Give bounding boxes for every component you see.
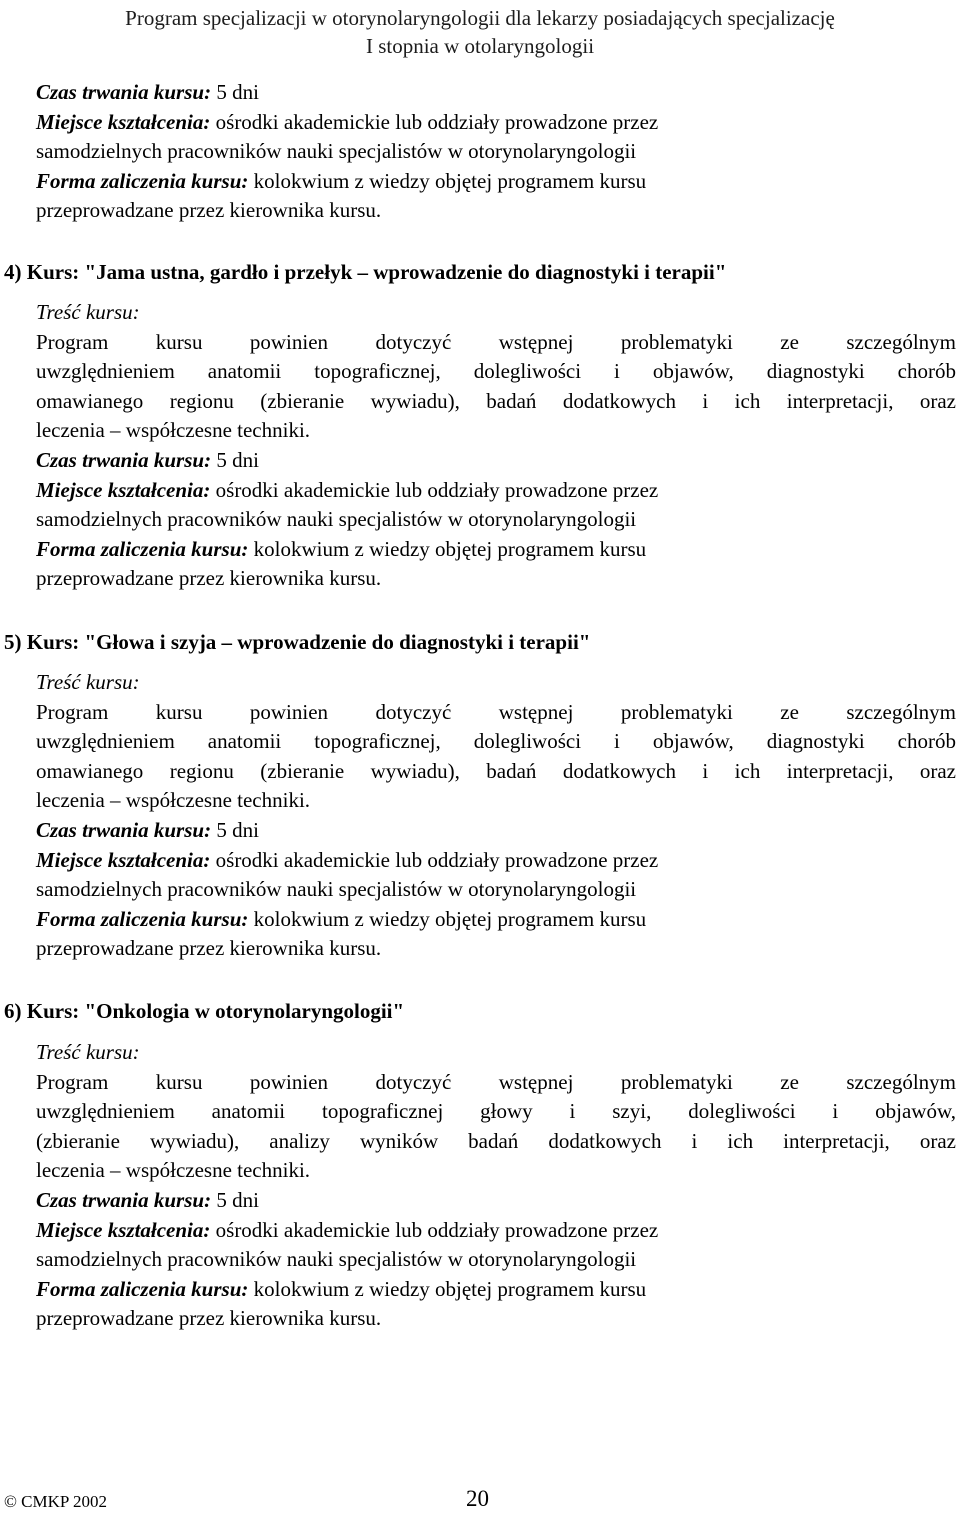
form-value: kolokwium z wiedzy objętej programem kursu: [248, 906, 647, 931]
place-line: [36, 108, 956, 138]
duration-line: [36, 78, 956, 108]
content-line: leczenia – współczesne techniki.: [36, 788, 311, 813]
duration-value: 5 dni: [211, 447, 259, 472]
place-line-2: samodzielnych pracowników nauki specjalistów w otorynolaryngologii: [36, 1247, 637, 1272]
course-title: 4) Kurs: "Jama ustna, gardło i przełyk – wprowadzenie do diagnostyki i terapii": [4, 260, 727, 284]
place-value: ośrodki akademickie lub oddziały prowadzone przez: [210, 477, 659, 502]
place-label: Miejsce kształcenia:: [36, 847, 211, 872]
content-line: uwzględnieniem anatomii topograficznej głowy i szyi, dolegliwości i objawów,: [36, 1099, 956, 1124]
form-label: Forma zaliczenia kursu:: [36, 168, 249, 193]
form-label: Forma zaliczenia kursu:: [36, 906, 249, 931]
course-block: [36, 1038, 956, 1334]
place-line: [36, 476, 956, 506]
content-line: uwzględnieniem anatomii topograficznej, dolegliwości i objawów, diagnostyki chorób: [36, 359, 956, 384]
form-label: Forma zaliczenia kursu:: [36, 536, 249, 561]
top-block: [36, 78, 956, 226]
content-line: leczenia – współczesne techniki.: [36, 418, 311, 443]
duration-value: 5 dni: [211, 1187, 259, 1212]
page-number: 20: [466, 1486, 489, 1511]
form-value: kolokwium z wiedzy objętej programem kursu: [248, 1276, 647, 1301]
content-line: Program kursu powinien dotyczyć wstępnej problematyki ze szczególnym: [36, 699, 956, 724]
form-line: [36, 167, 956, 197]
content-line: Program kursu powinien dotyczyć wstępnej problematyki ze szczególnym: [36, 329, 956, 354]
form-line-2: przeprowadzane przez kierownika kursu.: [36, 936, 382, 961]
header-line-1: Program specjalizacji w otorynolaryngologii dla lekarzy posiadających specjalizację: [125, 6, 835, 30]
duration-label: Czas trwania kursu:: [36, 817, 212, 842]
content-label: Treść kursu:: [36, 1040, 140, 1064]
form-line-2: przeprowadzane przez kierownika kursu.: [36, 198, 382, 223]
course-block: [36, 668, 956, 964]
content-line: uwzględnieniem anatomii topograficznej, dolegliwości i objawów, diagnostyki chorób: [36, 729, 956, 754]
form-line: [36, 905, 956, 935]
place-line: [36, 1216, 956, 1246]
content-line: omawianego regionu (zbieranie wywiadu), badań dodatkowych i ich interpretacji, oraz: [36, 758, 956, 783]
place-line-2: samodzielnych pracowników nauki specjalistów w otorynolaryngologii: [36, 877, 637, 902]
place-label: Miejsce kształcenia:: [36, 477, 211, 502]
duration-line: [36, 816, 956, 846]
duration-value: 5 dni: [211, 80, 259, 104]
form-value: kolokwium z wiedzy objętej programem kursu: [248, 168, 647, 193]
course-title: 6) Kurs: "Onkologia w otorynolaryngologii": [4, 999, 405, 1023]
place-line-2: samodzielnych pracowników nauki specjalistów w otorynolaryngologii: [36, 507, 637, 532]
duration-label: Czas trwania kursu:: [36, 80, 212, 104]
form-line-2: przeprowadzane przez kierownika kursu.: [36, 566, 382, 591]
place-value: ośrodki akademickie lub oddziały prowadzone przez: [210, 1217, 659, 1242]
content-line: Program kursu powinien dotyczyć wstępnej problematyki ze szczególnym: [36, 1069, 956, 1094]
page-header: [0, 4, 960, 60]
duration-line: [36, 1186, 956, 1216]
content-line: (zbieranie wywiadu), analizy wyników badań dodatkowych i ich interpretacji, oraz: [36, 1128, 956, 1153]
content-label: Treść kursu:: [36, 670, 140, 694]
duration-value: 5 dni: [211, 817, 259, 842]
form-value: kolokwium z wiedzy objętej programem kursu: [248, 536, 647, 561]
place-line: [36, 846, 956, 876]
content-line: leczenia – współczesne techniki.: [36, 1158, 311, 1183]
form-line-2: przeprowadzane przez kierownika kursu.: [36, 1306, 382, 1331]
form-line: [36, 1275, 956, 1305]
duration-label: Czas trwania kursu:: [36, 447, 212, 472]
place-value: ośrodki akademickie lub oddziały prowadzone przez: [210, 109, 659, 134]
place-label: Miejsce kształcenia:: [36, 1217, 211, 1242]
form-line: [36, 535, 956, 565]
header-line-2: I stopnia w otolaryngologii: [365, 34, 595, 58]
duration-line: [36, 446, 956, 476]
place-value: ośrodki akademickie lub oddziały prowadzone przez: [210, 847, 659, 872]
course-block: [36, 298, 956, 594]
course-title: 5) Kurs: "Głowa i szyja – wprowadzenie do diagnostyki i terapii": [4, 630, 591, 654]
duration-label: Czas trwania kursu:: [36, 1187, 212, 1212]
place-label: Miejsce kształcenia:: [36, 109, 211, 134]
form-label: Forma zaliczenia kursu:: [36, 1276, 249, 1301]
content-line: omawianego regionu (zbieranie wywiadu), badań dodatkowych i ich interpretacji, oraz: [36, 388, 956, 413]
content-label: Treść kursu:: [36, 300, 140, 324]
place-line-2: samodzielnych pracowników nauki specjalistów w otorynolaryngologii: [36, 139, 637, 164]
footer-copyright: © CMKP 2002: [4, 1492, 107, 1511]
